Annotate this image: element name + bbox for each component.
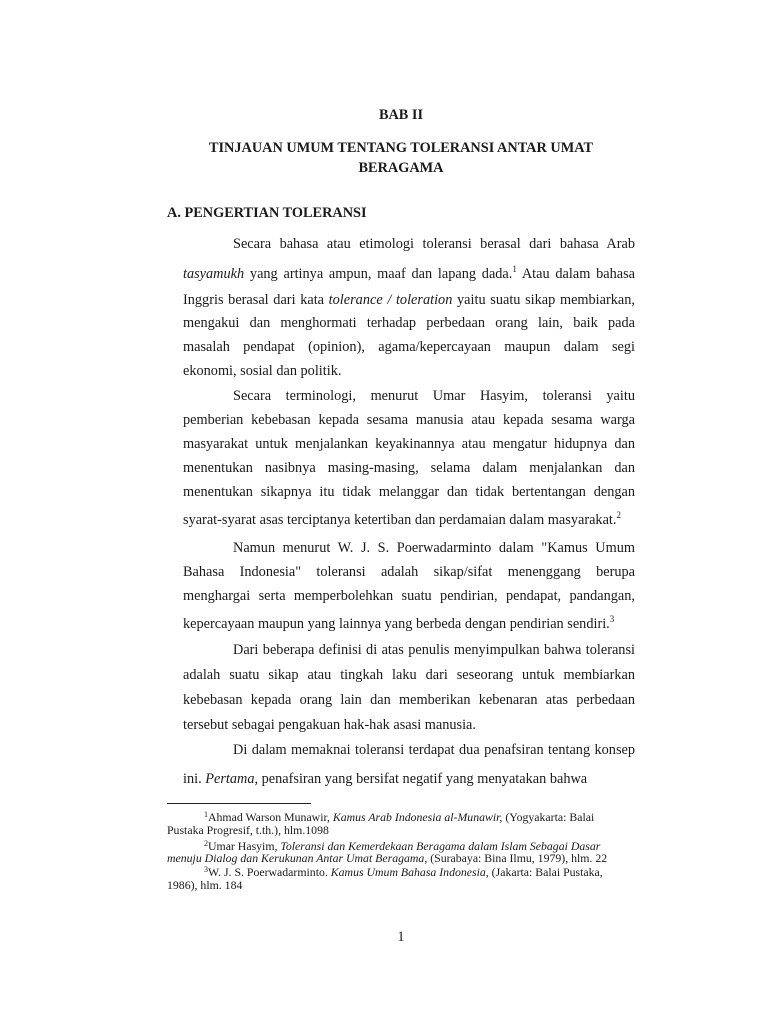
text-line xyxy=(183,715,635,735)
text-line xyxy=(183,361,635,381)
footnote-separator xyxy=(167,803,311,804)
footnote-text: (Yogyakarta: Balai xyxy=(502,810,595,824)
line-text: Di dalam memaknai toleransi terdapat dua penafsiran tentang konsep xyxy=(233,742,635,758)
line-text: Secara bahasa atau etimologi toleransi berasal dari bahasa Arab xyxy=(233,236,635,252)
line-text: menentukan nasibnya masing-masing, selama dalam menjalankan dan xyxy=(183,460,635,476)
footnote-text: Ahmad Warson Munawir, xyxy=(208,810,333,824)
footnote-line xyxy=(167,851,607,865)
text-line xyxy=(183,614,635,634)
footnote-line xyxy=(167,823,329,837)
footnote-text: (Surabaya: Bina Ilmu, 1979), hlm. 22 xyxy=(427,851,608,865)
text-line xyxy=(233,234,635,254)
line-text: Secara terminologi, menurut Umar Hasyim, toleransi yaitu xyxy=(233,388,635,404)
footnote-text: 1986), hlm. 184 xyxy=(167,878,243,892)
text-line xyxy=(183,510,635,530)
citation-title: Kamus Arab Indonesia al-Munawir, xyxy=(332,810,503,824)
text-line xyxy=(183,410,635,430)
text-line xyxy=(233,640,635,660)
line-text: menghargai serta memperbolehkan suatu pendirian, pendapat, pandangan, xyxy=(183,588,635,604)
line-text: mengakui dan menghormati terhadap perbedaan orang lain, baik pada xyxy=(183,315,635,331)
footnote-mark: 1 xyxy=(204,810,208,819)
footnote-text: Pustaka Progresif, t.th.), hlm.1098 xyxy=(167,823,329,837)
line-text: adalah suatu sikap atau tingkah laku dari seseorang untuk membiarkan xyxy=(183,667,635,683)
text-line xyxy=(233,740,635,760)
citation-title: Toleransi dan Kemerdekaan Beragama dalam Islam Sebagai Dasar xyxy=(280,839,601,853)
footnote-ref: 1 xyxy=(512,264,517,274)
line-text: ekonomi, sosial dan politik. xyxy=(183,363,342,379)
text-line xyxy=(183,586,635,606)
line-text: tersebut sebagai pengakuan hak-hak asasi manusia. xyxy=(183,717,476,733)
line-text: Bahasa Indonesia" toleransi adalah sikap/sifat menenggang berupa xyxy=(183,564,635,580)
line-text: penafsiran yang bersifat negatif yang menyatakan bahwa xyxy=(258,771,588,787)
line-text: Inggris berasal dari kata xyxy=(183,292,329,308)
footnote-ref: 3 xyxy=(609,614,615,624)
footnote-mark: 2 xyxy=(204,839,208,848)
line-text: Namun menurut W. J. S. Poerwadarminto dalam "Kamus Umum xyxy=(233,540,635,556)
text-line xyxy=(183,665,635,685)
line-text: kepercayaan maupun yang lainnya yang berbeda dengan pendirian sendiri. xyxy=(183,616,610,632)
text-line xyxy=(233,386,635,406)
line-text: menentukan sikapnya itu tidak melanggar dan tidak bertentangan dengan xyxy=(183,484,635,500)
footnote-line xyxy=(204,810,594,824)
text-line xyxy=(183,313,635,333)
line-text: kebebasan kepada orang lain dan memberikan kebenaran atas perbedaan xyxy=(183,692,635,708)
line-text: Dari beberapa definisi di atas penulis menyimpulkan bahwa toleransi xyxy=(233,642,635,658)
footnote-line xyxy=(167,878,242,892)
italic-term: tasyamukh xyxy=(183,266,245,282)
line-text: syarat-syarat asas terciptanya ketertiban dan perdamaian dalam masyarakat. xyxy=(183,512,617,528)
chapter-title-line: BERAGAMA xyxy=(358,160,444,176)
chapter-title-line: TINJAUAN UMUM TENTANG TOLERANSI ANTAR UMAT xyxy=(208,140,594,156)
footnote-mark: 3 xyxy=(204,865,208,874)
line-text: masyarakat untuk menjalankan keyakinannya atau mengatur hidupnya dan xyxy=(183,436,635,452)
footnote-text: (Jakarta: Balai Pustaka, xyxy=(488,865,603,879)
line-text: yang artinya ampun, maaf dan lapang dada. xyxy=(244,266,513,282)
text-line xyxy=(183,458,635,478)
text-line xyxy=(233,538,635,558)
page-number: 1 xyxy=(397,929,405,945)
italic-term: Pertama, xyxy=(205,771,259,787)
line-text: pemberian kebebasan kepada sesama manusia atau kepada sesama warga xyxy=(183,412,635,428)
italic-term: tolerance / toleration xyxy=(328,292,453,308)
section-heading: A. PENGERTIAN TOLERANSI xyxy=(167,205,367,221)
line-text: masalah pendapat (opinion), agama/kepercayaan maupun dalam segi xyxy=(183,339,635,355)
line-text: Atau dalam bahasa xyxy=(516,266,635,282)
footnote-line xyxy=(204,865,603,879)
line-text: yaitu suatu sikap membiarkan, xyxy=(452,292,635,308)
footnote-text: W. J. S. Poerwadarminto. xyxy=(208,865,331,879)
footnote-text: Umar Hasyim, xyxy=(208,839,281,853)
citation-title: menuju Dialog dan Kerukunan Antar Umat Beragama, xyxy=(167,851,428,865)
chapter-label: BAB II xyxy=(378,107,424,123)
text-line xyxy=(183,769,635,789)
text-line xyxy=(183,264,635,284)
text-line xyxy=(183,482,635,502)
text-line xyxy=(183,290,635,310)
footnote-ref: 2 xyxy=(616,510,621,520)
text-line xyxy=(183,562,635,582)
text-line xyxy=(183,434,635,454)
line-text: ini. xyxy=(183,771,206,787)
text-line xyxy=(183,337,635,357)
citation-title: Kamus Umum Bahasa Indonesia, xyxy=(330,865,489,879)
text-line xyxy=(183,690,635,710)
